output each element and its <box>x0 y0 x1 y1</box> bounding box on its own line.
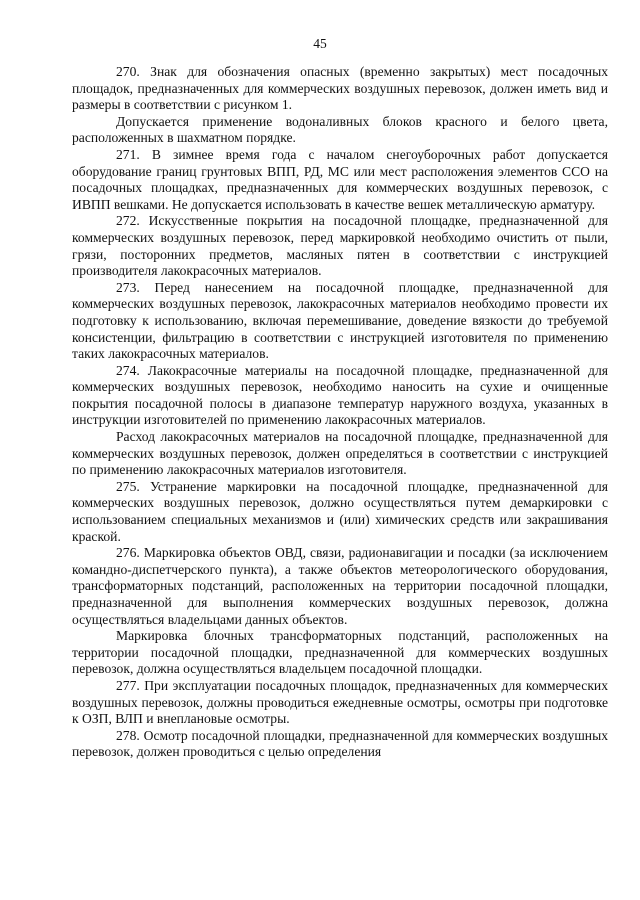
paragraph-276-substations: Маркировка блочных трансформаторных подстанций, расположенных на территории посадочной площадки, предназначенной для коммерческих воздушных перевозок, должна осуществляться владельцем посадочной площадки. <box>72 628 608 677</box>
paragraph-276: 276. Маркировка объектов ОВД, связи, радионавигации и посадки (за исключением командно-диспетчерского пункта), а также объектов метеорологического оборудования, трансформаторных подстанций, расположенных на территории посадочной площадки, предназначенной для выполнения коммерческих воздушных перевозок, должна осуществляться владельцами данных объектов. <box>72 545 608 627</box>
page-body <box>72 64 608 761</box>
paragraph-275: 275. Устранение маркировки на посадочной площадке, предназначенной для коммерческих воздушных перевозок, должно осуществляться путем демаркировки с использованием специальных механизмов и (или) химических средств или закрашивания краской. <box>72 478 608 544</box>
paragraph-270-note: Допускается применение водоналивных блоков красного и белого цвета, расположенных в шахматном порядке. <box>72 113 608 146</box>
paragraph-274-consumption: Расход лакокрасочных материалов на посадочной площадке, предназначенной для коммерческих воздушных перевозок, должен определяться в соответствии с инструкцией по применению лакокрасочных материалов изготовителя. <box>72 429 608 478</box>
page-number: 45 <box>313 36 327 51</box>
paragraph-277: 277. При эксплуатации посадочных площадок, предназначенных для коммерческих воздушных перевозок, должны проводиться ежедневные осмотры, осмотры при подготовке к ОЗП, ВЛП и внеплановые осмотры. <box>72 677 608 727</box>
paragraph-278: 278. Осмотр посадочной площадки, предназначенной для коммерческих воздушных перевозок, должен проводиться с целью определения <box>72 727 608 760</box>
paragraph-274: 274. Лакокрасочные материалы на посадочной площадке, предназначенной для коммерческих воздушных перевозок, необходимо наносить на сухие и очищенные покрытия посадочной полосы в диапазоне температур наружного воздуха, указанных в инструкции изготовителей по применению лакокрасочных материалов. <box>72 362 608 428</box>
paragraph-273: 273. Перед нанесением на посадочной площадке, предназначенной для коммерческих воздушных перевозок, лакокрасочных материалов необходимо провести их подготовку к использованию, включая перемешивание, доведение вязкости до требуемой консистенции, фильтрацию в соответствии с инструкцией изготовителя по применению таких лакокрасочных материалов. <box>72 279 608 362</box>
paragraph-272: 272. Искусственные покрытия на посадочной площадке, предназначенной для коммерческих воздушных перевозок, перед маркировкой необходимо очистить от пыли, грязи, посторонних предметов, масляных пятен в соответствии с инструкцией производителя лакокрасочных материалов. <box>72 213 608 279</box>
paragraph-271: 271. В зимнее время года с началом снегоуборочных работ допускается оборудование границ грунтовых ВПП, РД, МС или мест расположения элементов ССО на посадочных площадках, предназначенных для коммерческих воздушных перевозок, с ИВПП вешками. Не допускается использовать в качестве вешек металлическую арматуру. <box>72 146 608 212</box>
paragraph-270: 270. Знак для обозначения опасных (временно закрытых) мест посадочных площадок, предназначенных для коммерческих воздушных перевозок, должен иметь вид и размеры в соответствии с рисунком 1. <box>72 64 608 113</box>
